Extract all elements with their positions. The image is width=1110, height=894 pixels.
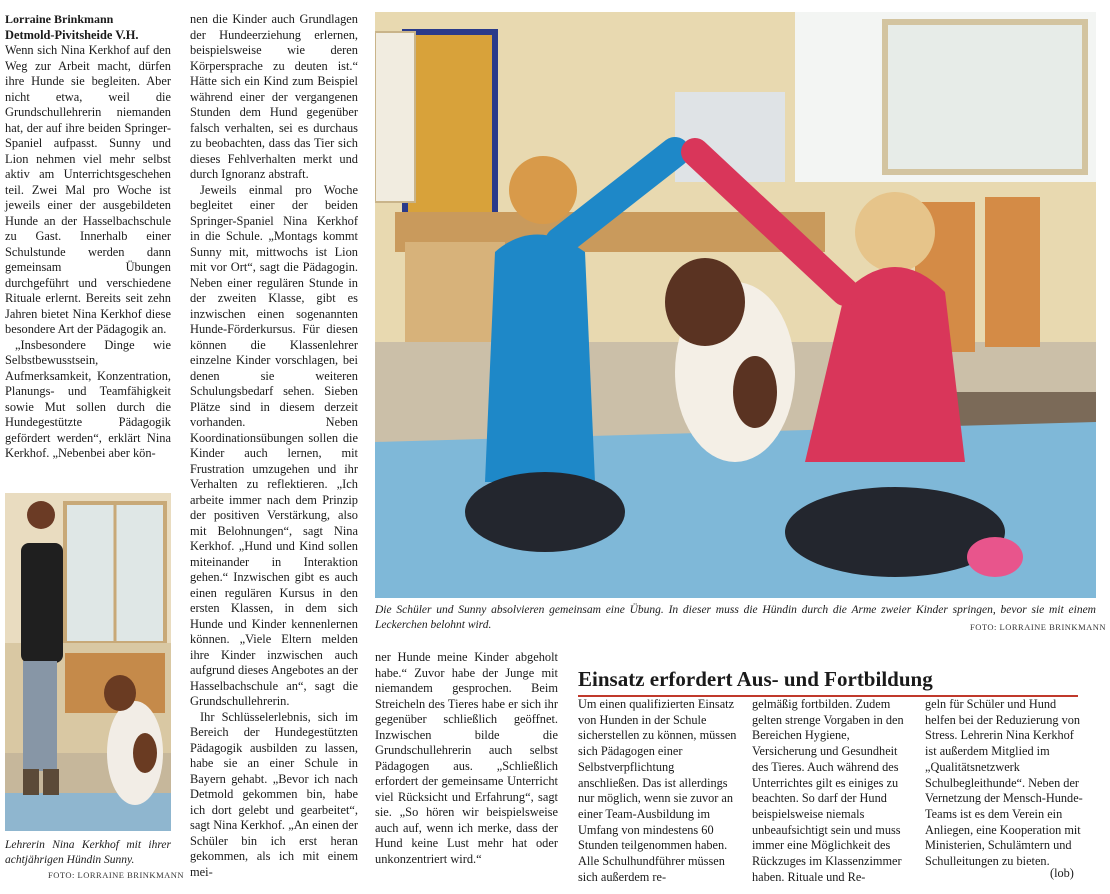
article-paragraph: Detmold-Pivitsheide V.H. Wenn sich Nina Kerkhof auf den Weg zur Arbeit macht, dürfen ihre Hunde sie begleiten. Aber nicht etwa, weil die Grundschullehrerin niemanden hat, der auf ihre beiden Springer-Spaniel aufpasst. Sunny und Lion nehmen viel mehr selbst aktiv am Unterrichtsgeschehen teil. Zwei Mal pro Woche ist jeweils einer der ausgebildeten Hunde an der Hasselbachschule zu Gast. Innerhalb einer Schulstunde werden dann gemeinsam Übungen durchgeführt und verschiedene Rituale erlernt. Bereits seit zehn Jahren bietet Nina Kerkhof diese besondere Art der Pädagogik an. bbox=[5, 27, 171, 336]
teacher-photo-caption: Lehrerin Nina Kerkhof mit ihrer achtjährigen Hündin Sunny. bbox=[5, 839, 171, 866]
children-and-dog-image bbox=[375, 12, 1096, 598]
article-paragraph: ner Hunde meine Kinder abgeholt habe.“ Zuvor habe der Junge mit niemandem gesprochen. Beim Streicheln des Tieres habe er sich ihr gegenüber schließlich geöffnet. Inzwischen bilde die Grundschullehrerin auch selbst Pädagogen aus. „Schließlich erfordert der gemeinsame Unterricht viel Rücksicht und Erfahrung“, sagt sie. „So hören wir beispielsweise auch auf, wenn ich merke, dass der Hund keine Lust mehr hat oder unkonzentriert wird.“ bbox=[375, 650, 558, 866]
sidebar-column-2 bbox=[752, 697, 912, 885]
main-photo-caption: Die Schüler und Sunny absolvieren gemeinsam eine Übung. In dieser muss die Hündin durch die Arme zweier Kinder springen, bevor sie mit einem Leckerchen belohnt wird. bbox=[375, 604, 1096, 631]
article-paragraph: Ihr Schlüsselerlebnis, sich im Bereich der Hundegestützten Pädagogik ausbilden zu lassen, habe sie an einer Schule in Bayern gehabt. „Bevor ich nach Detmold gekommen bin, habe ich dort gelebt und gearbeitet“, sagt Nina Kerkhof. „An einen der Schüler bin ich erst heran gekommen, als ich mit einem mei- bbox=[190, 709, 358, 879]
sidebar-paragraph: gelmäßig fortbilden. Zudem gelten strenge Vorgaben in den Bereichen Hygiene, Versicherung und Gesundheit des Tieres. Auch während des Unterrichtes gilt es einiges zu beachten. So darf der Hund beispielsweise niemals unbeaufsichtigt sein und muss immer eine Möglichkeit des Rückzuges im Klassenzimmer haben. Rituale und Re- bbox=[752, 697, 904, 884]
teacher-photo bbox=[5, 493, 171, 831]
byline: Lorraine Brinkmann bbox=[5, 12, 114, 26]
sidebar-column-3 bbox=[925, 697, 1083, 870]
sidebar-paragraph: geln für Schüler und Hund helfen bei der Reduzierung von Stress. Lehrerin Nina Kerkhof ist außerdem Mitglied im „Qualitätsnetzwerk Schulbegleithunde“. Neben der Vernetzung der Mensch-Hunde-Teams ist es dem Verein ein Anliegen, eine Kooperation mit Ministerien, Schulämtern und Schulleitungen zu bieten. bbox=[925, 697, 1083, 869]
sidebar-headline: Einsatz erfordert Aus- und Fortbildung bbox=[578, 667, 1078, 697]
sidebar-paragraph: Um einen qualifizierten Einsatz von Hunden in der Schule sicherstellen zu können, müssen sich Pädagogen einer Selbstverpflichtung anschließen. Das ist allerdings nur möglich, wenn sie zuvor an einer Team-Ausbildung im Umfang von mindestens 60 Stunden teilgenommen haben. Alle Schulhundführer müssen sich außerdem re- bbox=[578, 697, 737, 884]
article-column-3 bbox=[375, 650, 558, 867]
article-column-2 bbox=[190, 12, 358, 880]
article-paragraph: nen die Kinder auch Grundlagen der Hundeerziehung erlernen, beispielsweise wie deren Körpersprache zu deuten ist.“ Hätte sich ein Kind zum Beispiel während einer der vergangenen Stunden dem Hund gegenüber falsch verhalten, sei es durchaus zu beobachten, dass das Tier sich dieses Fehlverhalten merkt und durch Ignoranz abstraft. bbox=[190, 12, 358, 181]
teacher-photo-credit: FOTO: LORRAINE BRINKMANN bbox=[48, 870, 185, 880]
main-photo bbox=[375, 12, 1096, 598]
main-photo-credit: FOTO: LORRAINE BRINKMANN bbox=[970, 622, 1107, 632]
article-paragraph: „Insbesondere Dinge wie Selbstbewusstsein, Aufmerksamkeit, Konzentration, Planungs- und Teamfähigkeit sowie Mut sollen durch die Hundegestützte Pädagogik gefördert werden“, erklärt Nina Kerkhof. „Nebenbei aber kön- bbox=[5, 337, 171, 460]
sidebar-column-1 bbox=[578, 697, 738, 885]
article-column-1 bbox=[5, 12, 171, 462]
teacher-with-dog-image bbox=[5, 493, 171, 831]
article-paragraph: Jeweils einmal pro Woche begleitet einer der beiden Springer-Spaniel Nina Kerkhof in die Schule. „Montags kommt Sunny mit, mittwochs ist Lion mit vor Ort“, sagt die Pädagogin. Neben einer regulären Stunde in der zweiten Klasse, gibt es inzwischen einen sogenannten Hunde-Förderkursus. Für diesen können die Klassenlehrer einzelne Kinder vorschlagen, bei denen sie weiteren Schulungsbedarf sehen. Sieben Plätze sind in diesem derzeit vorhanden. Neben Koordinationsübungen sollen die Kinder auch lernen, mit Frustration umzugehen und ihr Verhalten zu reflektieren. „Ich arbeite immer nach dem Prinzip der positiven Verstärkung, also mit Belohnungen“, sagt Nina Kerkhof. „Hund und Kind sollen miteinander in Interaktion gehen.“ Inzwischen gibt es auch einen regulären Kursus in den ersten Klassen, in dem sich Hunde und Kinder kennenlernen können. „Viele Eltern melden ihre Kinder inzwischen auch aufgrund dieses Angebotes an der Hasselbachschule an“, sagt die Grundschullehrerin. bbox=[190, 182, 358, 708]
sidebar-signature: (lob) bbox=[1050, 866, 1074, 880]
dateline: Detmold-Pivitsheide V.H. bbox=[5, 27, 139, 42]
